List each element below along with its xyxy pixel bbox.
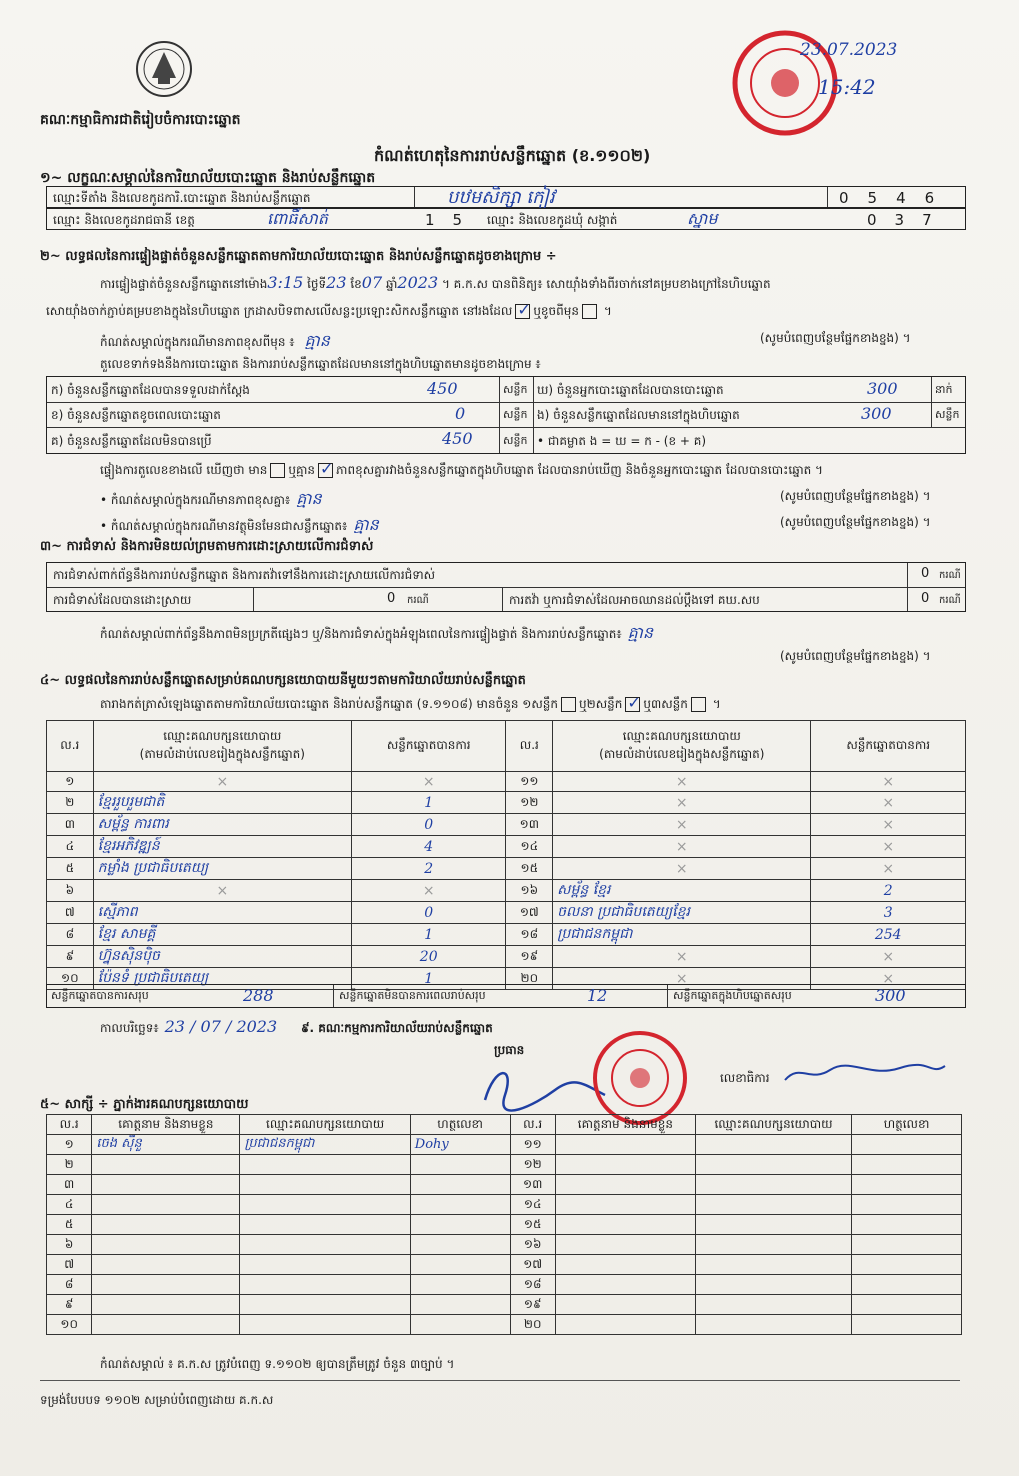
witness-name: [555, 1275, 695, 1295]
witness-signature: [852, 1295, 962, 1315]
row-number: ១៩: [506, 946, 553, 968]
value-d: 300: [867, 379, 898, 398]
label-d: ឃ) ចំនួនអ្នកបោះឆ្នោតដែលបានបោះឆ្នោត: [537, 383, 724, 397]
witness-name: [92, 1175, 240, 1195]
objection-r1-value: 0: [921, 566, 930, 581]
committee-stamp: [585, 1028, 695, 1128]
witness-signature: [410, 1315, 510, 1335]
party-name: ×: [553, 946, 811, 968]
row-number: ៤: [47, 1195, 92, 1215]
case-unit-3: ករណី: [939, 595, 961, 606]
row-number: ១៥: [506, 858, 553, 880]
objection-table: [46, 562, 966, 612]
row-number: ៣: [47, 1175, 92, 1195]
party-name: សម្ព័ន្ធ ខ្មែរ: [553, 880, 811, 902]
intact-checkbox[interactable]: [515, 304, 530, 319]
witness-party: [695, 1295, 851, 1315]
row-number: ១: [47, 772, 94, 792]
row-number: ៩: [47, 946, 94, 968]
row-number: ៦: [47, 880, 94, 902]
party-name: ×: [553, 858, 811, 880]
party-name: ខ្មែររួបរួមជាតិ: [93, 792, 351, 814]
witness-signature: Dohy: [410, 1135, 510, 1155]
total-box: 300: [875, 986, 906, 1005]
row-number: ១៦: [510, 1235, 555, 1255]
witness-row: [47, 1275, 962, 1295]
polling-station-code: 0546: [839, 189, 954, 207]
party-votes: ×: [811, 968, 966, 990]
verify-time: 3:15: [267, 273, 304, 292]
s2-bullet2: • កំណត់សម្គាល់ក្នុងករណីមានវត្ថុមិនមែនជាសន្លឹកឆ្នោត៖ គ្មាន (សូមបំពេញបន្ថែមផ្នែកខាងខ្នង) ។: [100, 515, 931, 534]
party-row: [47, 858, 966, 880]
row-number: ២០: [510, 1315, 555, 1335]
verify-month: 07: [361, 273, 383, 292]
value-b: 0: [455, 404, 466, 423]
w-col-name: គោត្តនាម និងនាមខ្លួន: [92, 1115, 240, 1135]
row-number: ៧: [47, 902, 94, 924]
witness-party: [695, 1255, 851, 1275]
witness-name: [92, 1315, 240, 1335]
party-votes: 1: [351, 792, 506, 814]
witness-signature: [410, 1175, 510, 1195]
witness-signature: [852, 1175, 962, 1195]
row-number: ១១: [510, 1135, 555, 1155]
party-row: [47, 902, 966, 924]
chief-label: ប្រធាន: [494, 1043, 525, 1057]
party-votes: ×: [811, 772, 966, 792]
row-number: ១: [47, 1135, 92, 1155]
label-b: ខ) ចំនួនសន្លឹកឆ្នោតខូចពេលបោះឆ្នោត: [51, 408, 221, 422]
row-number: ១៧: [510, 1255, 555, 1275]
label-e: ង) ចំនួនសន្លឹកឆ្នោតដែលមាននៅក្នុងហិបឆ្នោត: [537, 408, 740, 422]
witness-name: [92, 1215, 240, 1235]
form-footer: ទម្រង់បែបបទ ១១០២ សម្រាប់បំពេញដោយ គ.ក.ស: [40, 1393, 274, 1407]
party-name: ខ្មែរ សាមគ្គី: [93, 924, 351, 946]
party-votes: 1: [351, 968, 506, 990]
party-name: ប៉ែនទំ ប្រជាធិបតេយ្យ: [93, 968, 351, 990]
one-sheet-checkbox[interactable]: [561, 697, 576, 712]
witness-party: [240, 1215, 410, 1235]
party-votes: ×: [811, 946, 966, 968]
party-name: សម្ព័ន្ធ ការពារ: [93, 814, 351, 836]
no-difference-checkbox[interactable]: [318, 463, 333, 478]
party-votes: 1: [351, 924, 506, 946]
witness-row: [47, 1155, 962, 1175]
witness-party: [240, 1235, 410, 1255]
col-no-right: ល.រ: [506, 721, 553, 772]
s2-line1: ការផ្ទៀងផ្ទាត់ចំនួនសន្លឹកឆ្នោតនៅម៉ោង3:15 ថ្ងៃទី23 ខែ07 ឆ្នាំ2023 ។ គ.ក.ស បានពិនិត្យ៖ សោយ៉ាំងទាំងពីរចាក់នៅគម្របខាងក្រៅនៃហិបឆ្នោត: [100, 273, 771, 292]
emblem-logo: [132, 38, 196, 100]
witness-party: [695, 1235, 851, 1255]
bullet2-value: គ្មាន: [353, 515, 379, 534]
party-votes: 20: [351, 946, 506, 968]
witness-row: [47, 1235, 962, 1255]
section5-heading: ៥~ សាក្សី ÷ ភ្នាក់ងារគណបក្សនយោបាយ: [40, 1097, 249, 1112]
secretary-label: លេខាធិការ: [720, 1071, 770, 1085]
polling-station-name: បឋមសិក្សា កៀវ: [447, 187, 555, 208]
witness-name: [555, 1235, 695, 1255]
witness-name: [555, 1175, 695, 1195]
party-name: ×: [553, 836, 811, 858]
row-number: ៥: [47, 858, 94, 880]
verify-day: 23: [326, 273, 347, 292]
unit-e: សន្លឹក: [935, 408, 960, 421]
witness-signature: [852, 1195, 962, 1215]
has-difference-checkbox[interactable]: [270, 463, 285, 478]
formula: • ជាគម្លាត ង = ឃ = ក - (ខ + គ): [537, 434, 707, 448]
footer-divider: [40, 1380, 960, 1381]
witness-row: [47, 1135, 962, 1155]
org-name: គណៈកម្មាធិការជាតិរៀបចំការបោះឆ្នោត: [40, 112, 241, 128]
section3-heading: ៣~ ការជំទាស់ និងការមិនយល់ព្រមតាមការដោះស្រាយលើការជំទាស់: [40, 539, 374, 554]
witness-party: [695, 1135, 851, 1155]
row-number: ៦: [47, 1235, 92, 1255]
row-number: ៤: [47, 836, 94, 858]
party-votes: 2: [351, 858, 506, 880]
three-sheet-checkbox[interactable]: [691, 697, 706, 712]
witness-row: [47, 1315, 962, 1335]
stamp-date: 23.07.2023: [800, 40, 898, 60]
party-votes: 4: [351, 836, 506, 858]
row-number: ៩: [47, 1295, 92, 1315]
party-votes: 2: [811, 880, 966, 902]
s2-check-line: ផ្ទៀងការតួលេខខាងលើ ឃើញថា មាន ឬគ្មាន✓ ភាពខុសគ្នារវាងចំនួនសន្លឹកឆ្នោតក្នុងហិបឆ្នោត ដែលបានរាប់ឃើញ និងចំនួនអ្នកបោះឆ្នោត ដែលបានបោះឆ្នោត ។: [100, 462, 823, 480]
party-votes: 3: [811, 902, 966, 924]
row-number: ១៣: [510, 1175, 555, 1195]
party-results-table: [46, 720, 966, 990]
damaged-checkbox[interactable]: [582, 304, 597, 319]
commune-name: ស្នាម: [687, 209, 718, 228]
party-votes: 0: [351, 814, 506, 836]
w-col-party-r: ឈ្មោះគណបក្សនយោបាយ: [695, 1115, 851, 1135]
witness-name: [92, 1255, 240, 1275]
witness-party: [240, 1295, 410, 1315]
witness-signature: [852, 1135, 962, 1155]
verify-year: 2023: [397, 273, 439, 292]
witness-name: [555, 1195, 695, 1215]
s4-intro: តារាងកត់ត្រាសំឡេងឆ្នោតតាមការិយាល័យបោះឆ្នោត និងរាប់សន្លឹកឆ្នោត (ទ.១១០៨) មានចំនួន ១សន្លឹក ឬ២សន្លឹក✓ ឬ៣សន្លឹក ។: [100, 696, 721, 714]
witness-party: [695, 1155, 851, 1175]
section2-heading: ២~ លទ្ធផលនៃការផ្ទៀងផ្ទាត់ចំនួនសន្លឹកឆ្នោតតាមការិយាល័យបោះឆ្នោត និងរាប់សន្លឹកឆ្នោតដូចខាងក្រោម ÷: [40, 249, 557, 264]
witness-signature: [852, 1215, 962, 1235]
objection-r2-value: 0: [387, 591, 396, 606]
row-number: ២០: [506, 968, 553, 990]
witness-name: [92, 1195, 240, 1215]
row-number: ១៨: [506, 924, 553, 946]
unit-a: សន្លឹក: [503, 383, 528, 396]
party-votes: ×: [351, 772, 506, 792]
row-number: ១៧: [506, 902, 553, 924]
s3-fill-hint: (សូមបំពេញបន្ថែមផ្នែកខាងខ្នង) ។: [780, 649, 931, 663]
witness-name: [92, 1155, 240, 1175]
party-votes: ×: [351, 880, 506, 902]
s1-row2: [46, 208, 966, 230]
witness-party: [240, 1175, 410, 1195]
objection-r2-label: ការជំទាស់ដែលបានដោះស្រាយ: [53, 593, 192, 607]
witness-name: [555, 1155, 695, 1175]
party-name: ស្មើភាព: [93, 902, 351, 924]
s2-note: កំណត់សម្គាល់ក្នុងករណីមានភាពខុសពីមុន ៖ គ្មាន (សូមបំពេញបន្ថែមផ្នែកខាងខ្នង) ។: [100, 331, 911, 350]
case-unit-2: ករណី: [407, 595, 429, 606]
row-number: ២: [47, 792, 94, 814]
party-row: [47, 836, 966, 858]
party-name: កម្លាំង ប្រជាធិបតេយ្យ: [93, 858, 351, 880]
row-number: ៨: [47, 924, 94, 946]
party-row: [47, 814, 966, 836]
w-col-sig: ហត្ថលេខា: [410, 1115, 510, 1135]
row-number: ១៣: [506, 814, 553, 836]
witness-signature: [410, 1295, 510, 1315]
party-name: ×: [93, 772, 351, 792]
total-valid: 288: [243, 986, 274, 1005]
bullet1-value: គ្មាន: [296, 489, 322, 508]
footnote: កំណត់សម្គាល់ ៖ គ.ក.ស ត្រូវបំពេញ ទ.១១០២ ឲ្យបានត្រឹមត្រូវ ចំនួន ៣ច្បាប់ ។: [100, 1357, 455, 1371]
party-votes: 254: [811, 924, 966, 946]
witness-name: [92, 1295, 240, 1315]
witness-party: [240, 1315, 410, 1335]
value-c: 450: [442, 429, 473, 448]
label-c: គ) ចំនួនសន្លឹកឆ្នោតដែលមិនបានប្រើ: [51, 434, 212, 448]
witness-name: [555, 1255, 695, 1275]
unit-d: នាក់: [935, 383, 953, 396]
province-code: 15: [425, 211, 481, 229]
witness-party: [240, 1195, 410, 1215]
w-col-sig-r: ហត្ថលេខា: [852, 1115, 962, 1135]
w-col-name-r: គោត្តនាម និងនាមខ្លួន: [555, 1115, 695, 1135]
party-row: [47, 946, 966, 968]
w-col-party: ឈ្មោះគណបក្សនយោបាយ: [240, 1115, 410, 1135]
witness-name: [555, 1135, 695, 1155]
witness-row: [47, 1255, 962, 1275]
witness-party: [695, 1215, 851, 1235]
s2-note-value: គ្មាន: [304, 331, 330, 350]
witness-row: [47, 1295, 962, 1315]
objection-r1-label: ការជំទាស់ពាក់ព័ន្ធនឹងការរាប់សន្លឹកឆ្នោត និងការតវ៉ាទៅនឹងការដោះស្រាយលើការជំទាស់: [53, 568, 436, 582]
party-name: ×: [553, 772, 811, 792]
row-number: ១០: [47, 968, 94, 990]
party-name: ចលនា ប្រជាធិបតេយ្យខ្មែរ: [553, 902, 811, 924]
witness-name: [555, 1295, 695, 1315]
row-number: ១០: [47, 1315, 92, 1335]
witness-party: [695, 1195, 851, 1215]
s3-note-value: គ្មាន: [627, 623, 654, 642]
date-line: កាលបរិច្ឆេទ៖ 23 / 07 / 2023 ៩. គណៈកម្មការការិយាល័យរាប់សន្លឹកឆ្នោត: [100, 1017, 493, 1036]
witness-signature: [852, 1315, 962, 1335]
party-votes: ×: [811, 814, 966, 836]
witness-row: [47, 1195, 962, 1215]
signed-date: 23 / 07 / 2023: [164, 1017, 278, 1036]
witness-signature: [410, 1275, 510, 1295]
witness-party: [240, 1155, 410, 1175]
witness-name: [92, 1275, 240, 1295]
section1-heading: ១~ លក្ខណៈសម្គាល់នៃការិយាល័យបោះឆ្នោត និងរាប់សន្លឹកឆ្នោត: [40, 170, 376, 186]
row-number: ១៥: [510, 1215, 555, 1235]
value-a: 450: [427, 379, 458, 398]
party-votes: ×: [811, 836, 966, 858]
witness-signature: [852, 1255, 962, 1275]
row-number: ១២: [510, 1155, 555, 1175]
witness-party: [695, 1175, 851, 1195]
row-number: ១៤: [510, 1195, 555, 1215]
col-party-left: ឈ្មោះគណបក្សនយោបាយ (តាមលំដាប់លេខរៀងក្នុងសន្លឹកឆ្នោត): [93, 721, 351, 772]
section4-heading: ៤~ លទ្ធផលនៃការរាប់សន្លឹកឆ្នោតសម្រាប់គណបក្សនយោបាយនីមួយៗតាមការិយាល័យរាប់សន្លឹកឆ្នោត: [40, 673, 526, 688]
row-number: ១១: [506, 772, 553, 792]
witness-signature: [410, 1155, 510, 1175]
s2-bullet1: • កំណត់សម្គាល់ក្នុងករណីមានភាពខុសគ្នា៖ គ្មាន (សូមបំពេញបន្ថែមផ្នែកខាងខ្នង) ។: [100, 489, 931, 508]
totals-row: [46, 984, 966, 1008]
row-number: ១៨: [510, 1275, 555, 1295]
form-title: កំណត់ហេតុនៃការរាប់សន្លឹកឆ្នោត (ខ.១១០២): [374, 146, 651, 165]
witness-party: [695, 1275, 851, 1295]
stamp-time: 15:42: [818, 75, 876, 99]
w-col-no: ល.រ: [47, 1115, 92, 1135]
total-invalid: 12: [587, 986, 608, 1005]
witness-table: [46, 1114, 962, 1335]
s1-commune-label: ឈ្មោះ និងលេខកូដឃុំ សង្កាត់: [487, 213, 618, 227]
unit-c: សន្លឹក: [503, 434, 528, 447]
s1-row1: [46, 186, 966, 208]
ballot-count-table: [46, 376, 966, 454]
party-row: [47, 772, 966, 792]
witness-row: [47, 1175, 962, 1195]
label-a: ក) ចំនួនសន្លឹកឆ្នោតដែលបានទទួលដាក់ស្តែង: [51, 383, 250, 397]
row-number: ៧: [47, 1255, 92, 1275]
witness-signature: [852, 1275, 962, 1295]
party-votes: ×: [811, 858, 966, 880]
col-no-left: ល.រ: [47, 721, 94, 772]
witness-signature: [410, 1235, 510, 1255]
row-number: ១២: [506, 792, 553, 814]
secretary-signature: [780, 1058, 950, 1088]
s3-note: កំណត់សម្គាល់ពាក់ព័ន្ធនឹងភាពមិនប្រក្រតីផ្សេងៗ ឬ/និងការជំទាស់ក្នុងអំឡុងពេលនៃការផ្ទៀងផ្ទាត់ និងការរាប់សន្លឹកឆ្នោត៖ គ្មាន: [100, 623, 654, 642]
party-row: [47, 792, 966, 814]
row-number: ៨: [47, 1275, 92, 1295]
row-number: ១៩: [510, 1295, 555, 1315]
witness-name: [555, 1215, 695, 1235]
s1-row1-label: ឈ្មោះទីតាំង និងលេខកូដការិ.បោះឆ្នោត និងរាប់សន្លឹកឆ្នោត: [53, 191, 311, 205]
witness-party: [240, 1275, 410, 1295]
witness-signature: [852, 1155, 962, 1175]
total-valid-label: សន្លឹកឆ្នោតបានការសរុប: [51, 989, 149, 1002]
witness-name: [555, 1315, 695, 1335]
witness-name: [92, 1235, 240, 1255]
col-votes-left: សន្លឹកឆ្នោតបានការ: [351, 721, 506, 772]
s1-row2-label: ឈ្មោះ និងលេខកូដរាជធានី ខេត្ត: [53, 213, 195, 227]
witness-signature: [410, 1215, 510, 1235]
witness-name: ចេង ស៊ីនួ: [92, 1135, 240, 1155]
objection-r3-value: 0: [921, 591, 930, 606]
party-name: ×: [553, 968, 811, 990]
party-row: [47, 924, 966, 946]
col-votes-right: សន្លឹកឆ្នោតបានការ: [811, 721, 966, 772]
province-name: ពោធិ៍សាត់: [267, 209, 328, 228]
row-number: ២: [47, 1155, 92, 1175]
party-name: ប្រជាជនកម្ពុជា: [553, 924, 811, 946]
witness-row: [47, 1215, 962, 1235]
party-votes: 0: [351, 902, 506, 924]
party-name: ហ្វ៊ុនស៊ិនប៉ិច: [93, 946, 351, 968]
col-party-right: ឈ្មោះគណបក្សនយោបាយ (តាមលំដាប់លេខរៀងក្នុងសន្លឹកឆ្នោត): [553, 721, 811, 772]
total-invalid-label: សន្លឹកឆ្នោតមិនបានការពេលរាប់សរុប: [339, 989, 486, 1002]
party-name: ×: [553, 814, 811, 836]
party-name: ×: [553, 792, 811, 814]
witness-signature: [410, 1255, 510, 1275]
unit-b: សន្លឹក: [503, 408, 528, 421]
row-number: ៥: [47, 1215, 92, 1235]
s2-intro: តួលេខទាក់ទងនឹងការបោះឆ្នោត និងការរាប់សន្លឹកឆ្នោតដែលមាននៅក្នុងហិបឆ្នោតមានដូចខាងក្រោម ៖: [100, 357, 541, 371]
party-name: ខ្មែរអភិវឌ្ឍន៍: [93, 836, 351, 858]
w-col-no-r: ល.រ: [510, 1115, 555, 1135]
total-box-label: សន្លឹកឆ្នោតក្នុងហិបឆ្នោតសរុប: [673, 989, 792, 1002]
party-row: [47, 880, 966, 902]
objection-r3-label: ការតវ៉ា ឬការជំទាស់ដែលអាចឈានដល់ប្តឹងទៅ គឃ.សប: [509, 593, 760, 607]
witness-signature: [852, 1235, 962, 1255]
commune-code: 037: [867, 211, 950, 229]
row-number: ៣: [47, 814, 94, 836]
party-votes: ×: [811, 792, 966, 814]
row-number: ១៦: [506, 880, 553, 902]
value-e: 300: [861, 404, 892, 423]
witness-signature: [410, 1195, 510, 1215]
witness-party: ប្រជាជនកម្ពុជា: [240, 1135, 410, 1155]
witness-party: [695, 1315, 851, 1335]
row-number: ១៤: [506, 836, 553, 858]
party-name: ×: [93, 880, 351, 902]
s2-line2: សោយ៉ាំងចាក់ភ្ជាប់គម្របខាងក្នុងនៃហិបឆ្នោត ក្រដាសបិទពាសលើសន្លះប្រឡោះសិកសន្លឹកឆ្នោត នៅរងដែល✓ ឬខូចពីមុន ។: [46, 303, 612, 321]
witness-party: [240, 1255, 410, 1275]
two-sheet-checkbox[interactable]: [625, 697, 640, 712]
case-unit-1: ករណី: [939, 570, 961, 581]
